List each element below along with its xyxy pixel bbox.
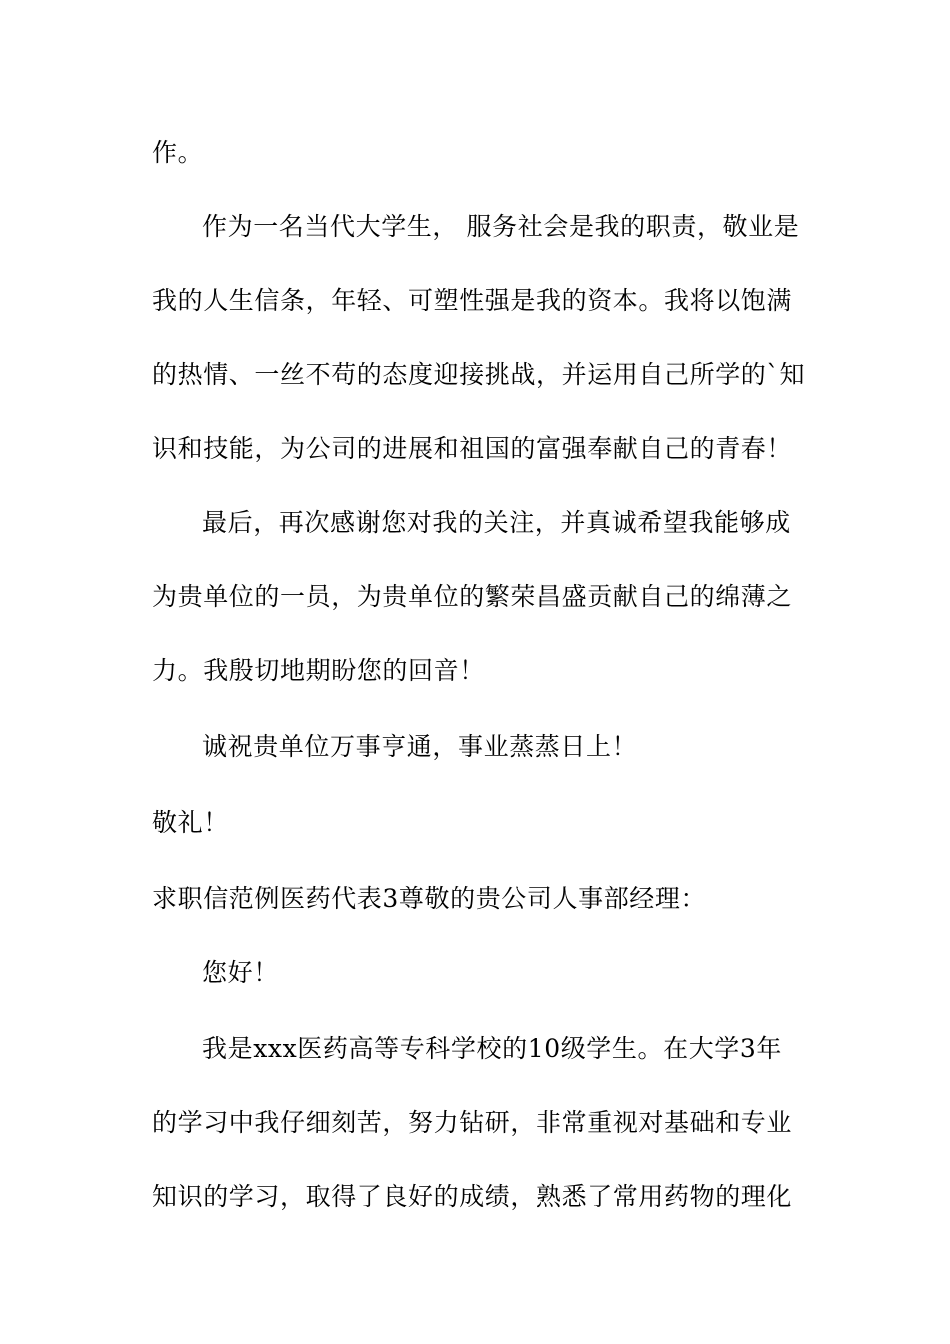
paragraph-line: 识和技能，为公司的进展和祖国的富强奉献自己的青春！ xyxy=(152,434,793,463)
paragraph-line: 的热情、一丝不苟的态度迎接挑战，并运用自己所学的`知 xyxy=(152,360,806,389)
paragraph-line: 我是xxx医药高等专科学校的10级学生。在大学3年 xyxy=(202,1034,783,1063)
paragraph-line: 作。 xyxy=(152,138,204,167)
greeting: 您好！ xyxy=(202,958,279,987)
paragraph-line: 我的人生信条，年轻、可塑性强是我的资本。我将以饱满 xyxy=(152,286,793,315)
paragraph-line: 知识的学习，取得了良好的成绩，熟悉了常用药物的理化 xyxy=(152,1182,793,1211)
paragraph-line: 作为一名当代大学生， 服务社会是我的职责，敬业是 xyxy=(202,212,800,241)
paragraph-line: 为贵单位的一员，为贵单位的繁荣昌盛贡献自己的绵薄之 xyxy=(152,582,793,611)
salutation-closing: 敬礼！ xyxy=(152,808,229,837)
letter-heading: 求职信范例医药代表3尊敬的贵公司人事部经理： xyxy=(152,884,707,913)
closing-wish: 诚祝贵单位万事亨通，事业蒸蒸日上！ xyxy=(202,732,638,761)
paragraph-line: 最后，再次感谢您对我的关注，并真诚希望我能够成 xyxy=(202,508,791,537)
paragraph-line: 力。我殷切地期盼您的回音！ xyxy=(152,656,485,685)
paragraph-line: 的学习中我仔细刻苦，努力钻研，非常重视对基础和专业 xyxy=(152,1108,793,1137)
